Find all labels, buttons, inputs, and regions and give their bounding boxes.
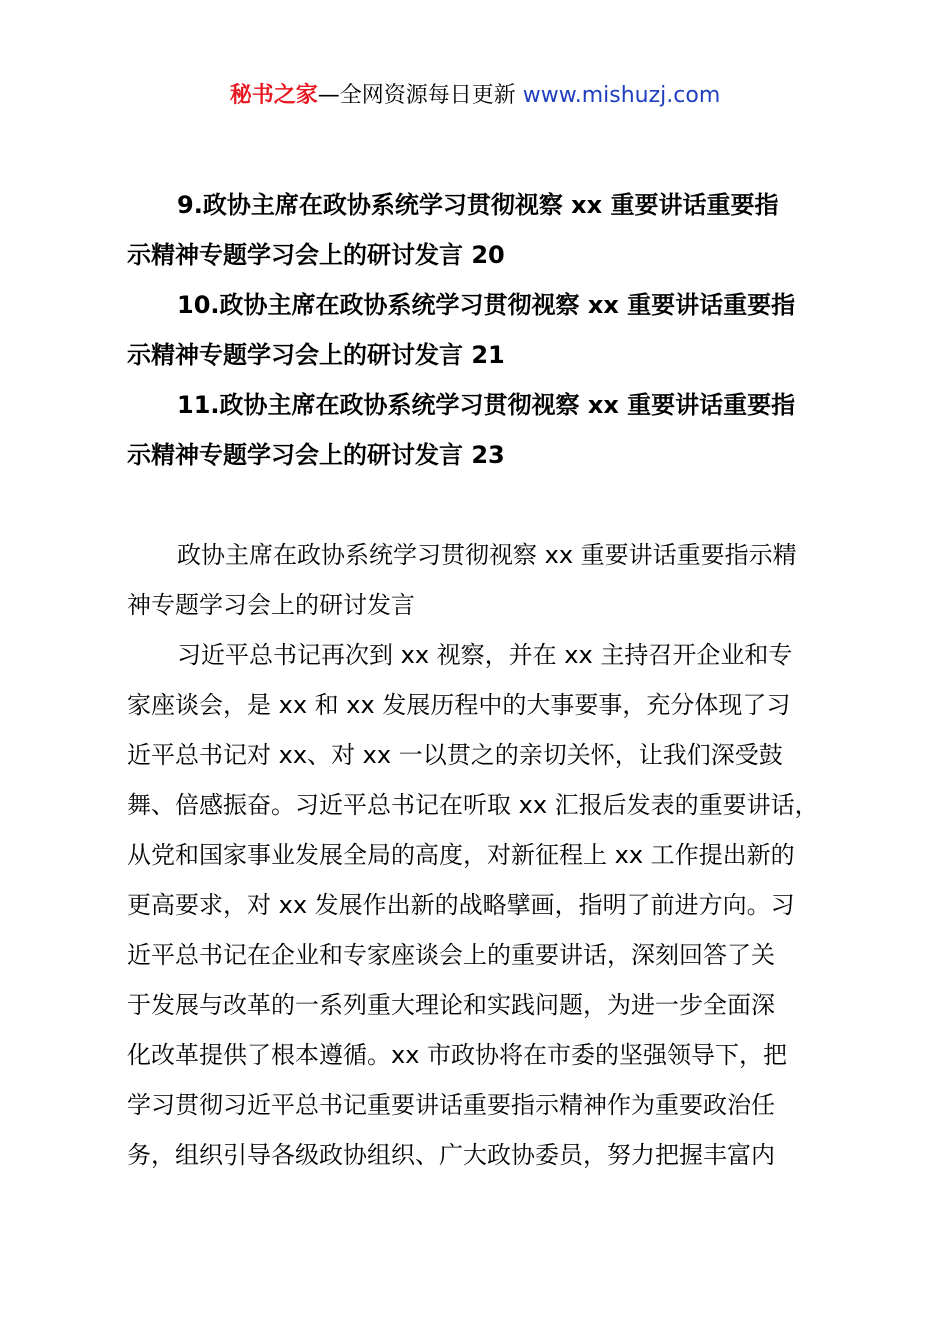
toc-entry-title: 10.政协主席在政协系统学习贯彻视察 xx 重要讲话重要指 [177,291,796,319]
site-header [0,80,950,112]
article-title: 政协主席在政协系统学习贯彻视察 xx 重要讲话重要指示精 [177,541,797,569]
toc-entry-continuation: 示精神专题学习会上的研讨发言 23 [127,441,505,469]
table-of-contents [127,180,837,480]
toc-entry-continuation: 示精神专题学习会上的研讨发言 20 [127,241,505,269]
site-url-link[interactable]: www.mishuzj.com [522,83,721,108]
paragraph-line: 务，组织引导各级政协组织、广大政协委员，努力把握丰富内 [127,1141,775,1169]
article-title-continuation: 神专题学习会上的研讨发言 [127,591,415,619]
paragraph-line: 习近平总书记再次到 xx 视察，并在 xx 主持召开企业和专 [177,641,793,669]
toc-entry-title: 11.政协主席在政协系统学习贯彻视察 xx 重要讲话重要指 [177,391,796,419]
article-body [127,530,837,1180]
paragraph-line: 更高要求，对 xx 发展作出新的战略擘画，指明了前进方向。习 [127,891,795,919]
paragraph-line: 家座谈会，是 xx 和 xx 发展历程中的大事要事，充分体现了习 [127,691,791,719]
toc-entry[interactable] [127,380,837,480]
paragraph-line: 从党和国家事业发展全局的高度，对新征程上 xx 工作提出新的 [127,841,795,869]
paragraph-line: 近平总书记在企业和专家座谈会上的重要讲话，深刻回答了关 [127,941,775,969]
paragraph-line: 于发展与改革的一系列重大理论和实践问题，为进一步全面深 [127,991,775,1019]
paragraph-line: 学习贯彻习近平总书记重要讲话重要指示精神作为重要政治任 [127,1091,775,1119]
brand-name: 秘书之家 [229,83,318,108]
header-slogan: —全网资源每日更新 [317,83,516,108]
paragraph-line: 近平总书记对 xx、对 xx 一以贯之的亲切关怀，让我们深受鼓 [127,741,783,769]
toc-entry[interactable] [127,180,837,280]
toc-entry-title: 9.政协主席在政协系统学习贯彻视察 xx 重要讲话重要指 [177,191,779,219]
paragraph-line: 化改革提供了根本遵循。xx 市政协将在市委的坚强领导下，把 [127,1041,788,1069]
toc-entry[interactable] [127,280,837,380]
paragraph-line: 舞、倍感振奋。习近平总书记在听取 xx 汇报后发表的重要讲话， [127,791,819,819]
toc-entry-continuation: 示精神专题学习会上的研讨发言 21 [127,341,505,369]
